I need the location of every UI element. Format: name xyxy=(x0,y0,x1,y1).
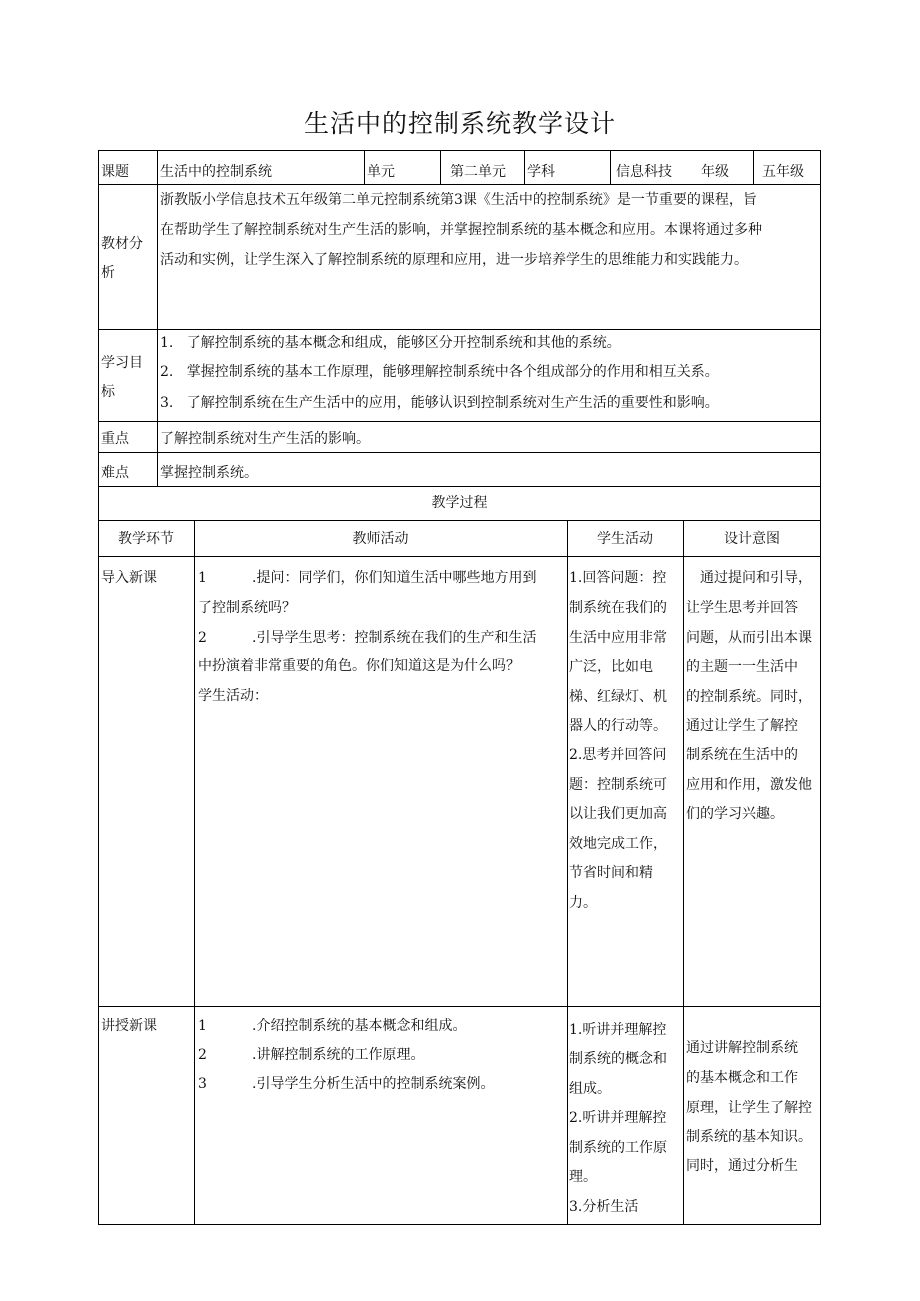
objective-item: 2. 掌握控制系统的基本工作原理，能够理解控制系统中各个组成部分的作用和相互关系。 xyxy=(160,364,719,380)
intent-line: 制系统在生活中的 xyxy=(686,747,798,763)
teacher-step-text: .讲解控制系统的工作原理。 xyxy=(252,1047,425,1063)
teacher-step-text: .提问：同学们，你们知道生活中哪些地方用到 xyxy=(252,570,537,586)
intent-line: 的基本概念和工作 xyxy=(686,1070,798,1086)
row-divider xyxy=(98,329,821,330)
teacher-step-num: 3 xyxy=(198,1076,207,1092)
student-activity-line: 制系统在我们的 xyxy=(569,600,667,616)
stage-label: 导入新课 xyxy=(101,570,157,586)
student-activity-line: 制系统的工作原 xyxy=(569,1140,667,1156)
col-divider xyxy=(524,150,525,184)
student-activity-line: 效地完成工作， xyxy=(569,836,667,852)
teacher-step-text: .引导学生思考：控制系统在我们的生产和生活 xyxy=(252,630,537,646)
teacher-step-text: .引导学生分析生活中的控制系统案例。 xyxy=(252,1076,495,1092)
intent-line: 应用和作用，激发他 xyxy=(686,777,812,793)
analysis-text: 浙教版小学信息技术五年级第二单元控制系统第3课《生活中的控制系统》是一节重要的课程，旨 xyxy=(160,192,757,208)
student-activity-line: 节省时间和精 xyxy=(569,865,653,881)
grade-value: 五年级 xyxy=(762,164,804,180)
intent-line: 让学生思考并回答 xyxy=(686,600,798,616)
column-header-stage: 教学环节 xyxy=(118,531,174,547)
unit-label: 单元 xyxy=(367,164,395,180)
student-activity-line: 器人的行动等。 xyxy=(569,718,667,734)
student-activity-line: 1.听讲并理解控 xyxy=(569,1022,667,1038)
objective-item: 1. 了解控制系统的基本概念和组成，能够区分开控制系统和其他的系统。 xyxy=(160,335,621,351)
student-activity-line: 题：控制系统可 xyxy=(569,777,667,793)
intent-line: 问题，从而引出本课 xyxy=(686,630,812,646)
key-point-value: 了解控制系统对生产生活的影响。 xyxy=(160,431,370,447)
teacher-step-num: 1 xyxy=(198,570,207,586)
row-divider xyxy=(98,486,821,487)
col-divider xyxy=(683,520,684,1225)
subject-value: 信息科技 xyxy=(616,164,672,180)
intent-line: 们的学习兴趣。 xyxy=(686,806,784,822)
col-divider xyxy=(194,520,195,1225)
course-label: 课题 xyxy=(101,164,129,180)
page-title: 生活中的控制系统教学设计 xyxy=(303,109,616,138)
col-divider xyxy=(567,520,568,1225)
row-divider xyxy=(98,556,821,557)
difficulty-label: 难点 xyxy=(101,465,129,481)
row-divider xyxy=(98,1006,821,1007)
teacher-step-num: 1 xyxy=(198,1018,207,1034)
intent-line: 通过让学生了解控 xyxy=(686,718,798,734)
intent-line: 通过提问和引导， xyxy=(700,570,812,586)
student-activity-line: 1.回答问题：控 xyxy=(569,570,667,586)
column-header-student: 学生活动 xyxy=(597,531,653,547)
col-divider xyxy=(364,150,365,184)
col-divider xyxy=(157,150,158,486)
teacher-step-text: .介绍控制系统的基本概念和组成。 xyxy=(252,1018,467,1034)
analysis-label: 析 xyxy=(101,265,115,281)
student-activity-line: 梯、红绿灯、机 xyxy=(569,689,667,705)
objective-item: 3. 了解控制系统在生产生活中的应用，能够认识到控制系统对生产生活的重要性和影响。 xyxy=(160,395,719,411)
column-header-teacher: 教师活动 xyxy=(352,531,409,547)
student-activity-line: 制系统的概念和 xyxy=(569,1051,667,1067)
student-activity-line: 2.思考并回答问 xyxy=(569,747,667,763)
student-activity-line: 2.听讲并理解控 xyxy=(569,1110,667,1126)
row-divider xyxy=(98,421,821,422)
col-divider xyxy=(610,150,611,184)
subject-label: 学科 xyxy=(527,164,555,180)
row-divider xyxy=(98,452,821,453)
student-activity-line: 组成。 xyxy=(569,1081,611,1097)
column-header-intent: 设计意图 xyxy=(724,531,780,547)
teacher-step-text: 中扮演着非常重要的角色。你们知道这是为什么吗？ xyxy=(198,658,520,674)
teacher-step-num: 2 xyxy=(198,1047,207,1063)
grade-label: 年级 xyxy=(701,164,729,180)
col-divider xyxy=(753,150,754,184)
objectives-label: 标 xyxy=(101,384,115,400)
student-activity-line: 理。 xyxy=(569,1169,597,1185)
student-activity-line: 3.分析生活 xyxy=(569,1199,639,1215)
analysis-text: 活动和实例，让学生深入了解控制系统的原理和应用，进一步培养学生的思维能力和实践能力。 xyxy=(160,252,748,268)
process-heading: 教学过程 xyxy=(431,495,488,511)
objectives-label: 学习目 xyxy=(101,355,143,371)
teacher-step-text: 了控制系统吗？ xyxy=(198,600,296,616)
intent-line: 通过讲解控制系统 xyxy=(686,1040,798,1056)
key-point-label: 重点 xyxy=(101,431,129,447)
col-divider xyxy=(440,150,441,184)
teacher-step-num: 2 xyxy=(198,630,207,646)
unit-value: 第二单元 xyxy=(450,164,506,180)
row-divider xyxy=(98,184,821,185)
intent-line: 的控制系统。同时， xyxy=(686,689,812,705)
intent-line: 原理，让学生了解控 xyxy=(686,1100,812,1116)
row-divider xyxy=(98,520,821,521)
analysis-text: 在帮助学生了解控制系统对生产生活的影响，并掌握控制系统的基本概念和应用。本课将通过多种 xyxy=(160,222,762,238)
student-activity-line: 生活中应用非常 xyxy=(569,630,667,646)
teacher-step-text: 学生活动： xyxy=(198,688,268,704)
intent-line: 制系统的基本知识。 xyxy=(686,1129,812,1145)
analysis-label: 教材分 xyxy=(101,236,143,252)
stage-label: 讲授新课 xyxy=(101,1018,157,1034)
student-activity-line: 广泛，比如电 xyxy=(569,659,653,675)
difficulty-value: 掌握控制系统。 xyxy=(160,465,258,481)
intent-line: 同时，通过分析生 xyxy=(686,1158,798,1174)
course-value: 生活中的控制系统 xyxy=(160,164,272,180)
student-activity-line: 力。 xyxy=(569,895,597,911)
student-activity-line: 以让我们更加高 xyxy=(569,806,667,822)
intent-line: 的主题一一生活中 xyxy=(686,659,798,675)
